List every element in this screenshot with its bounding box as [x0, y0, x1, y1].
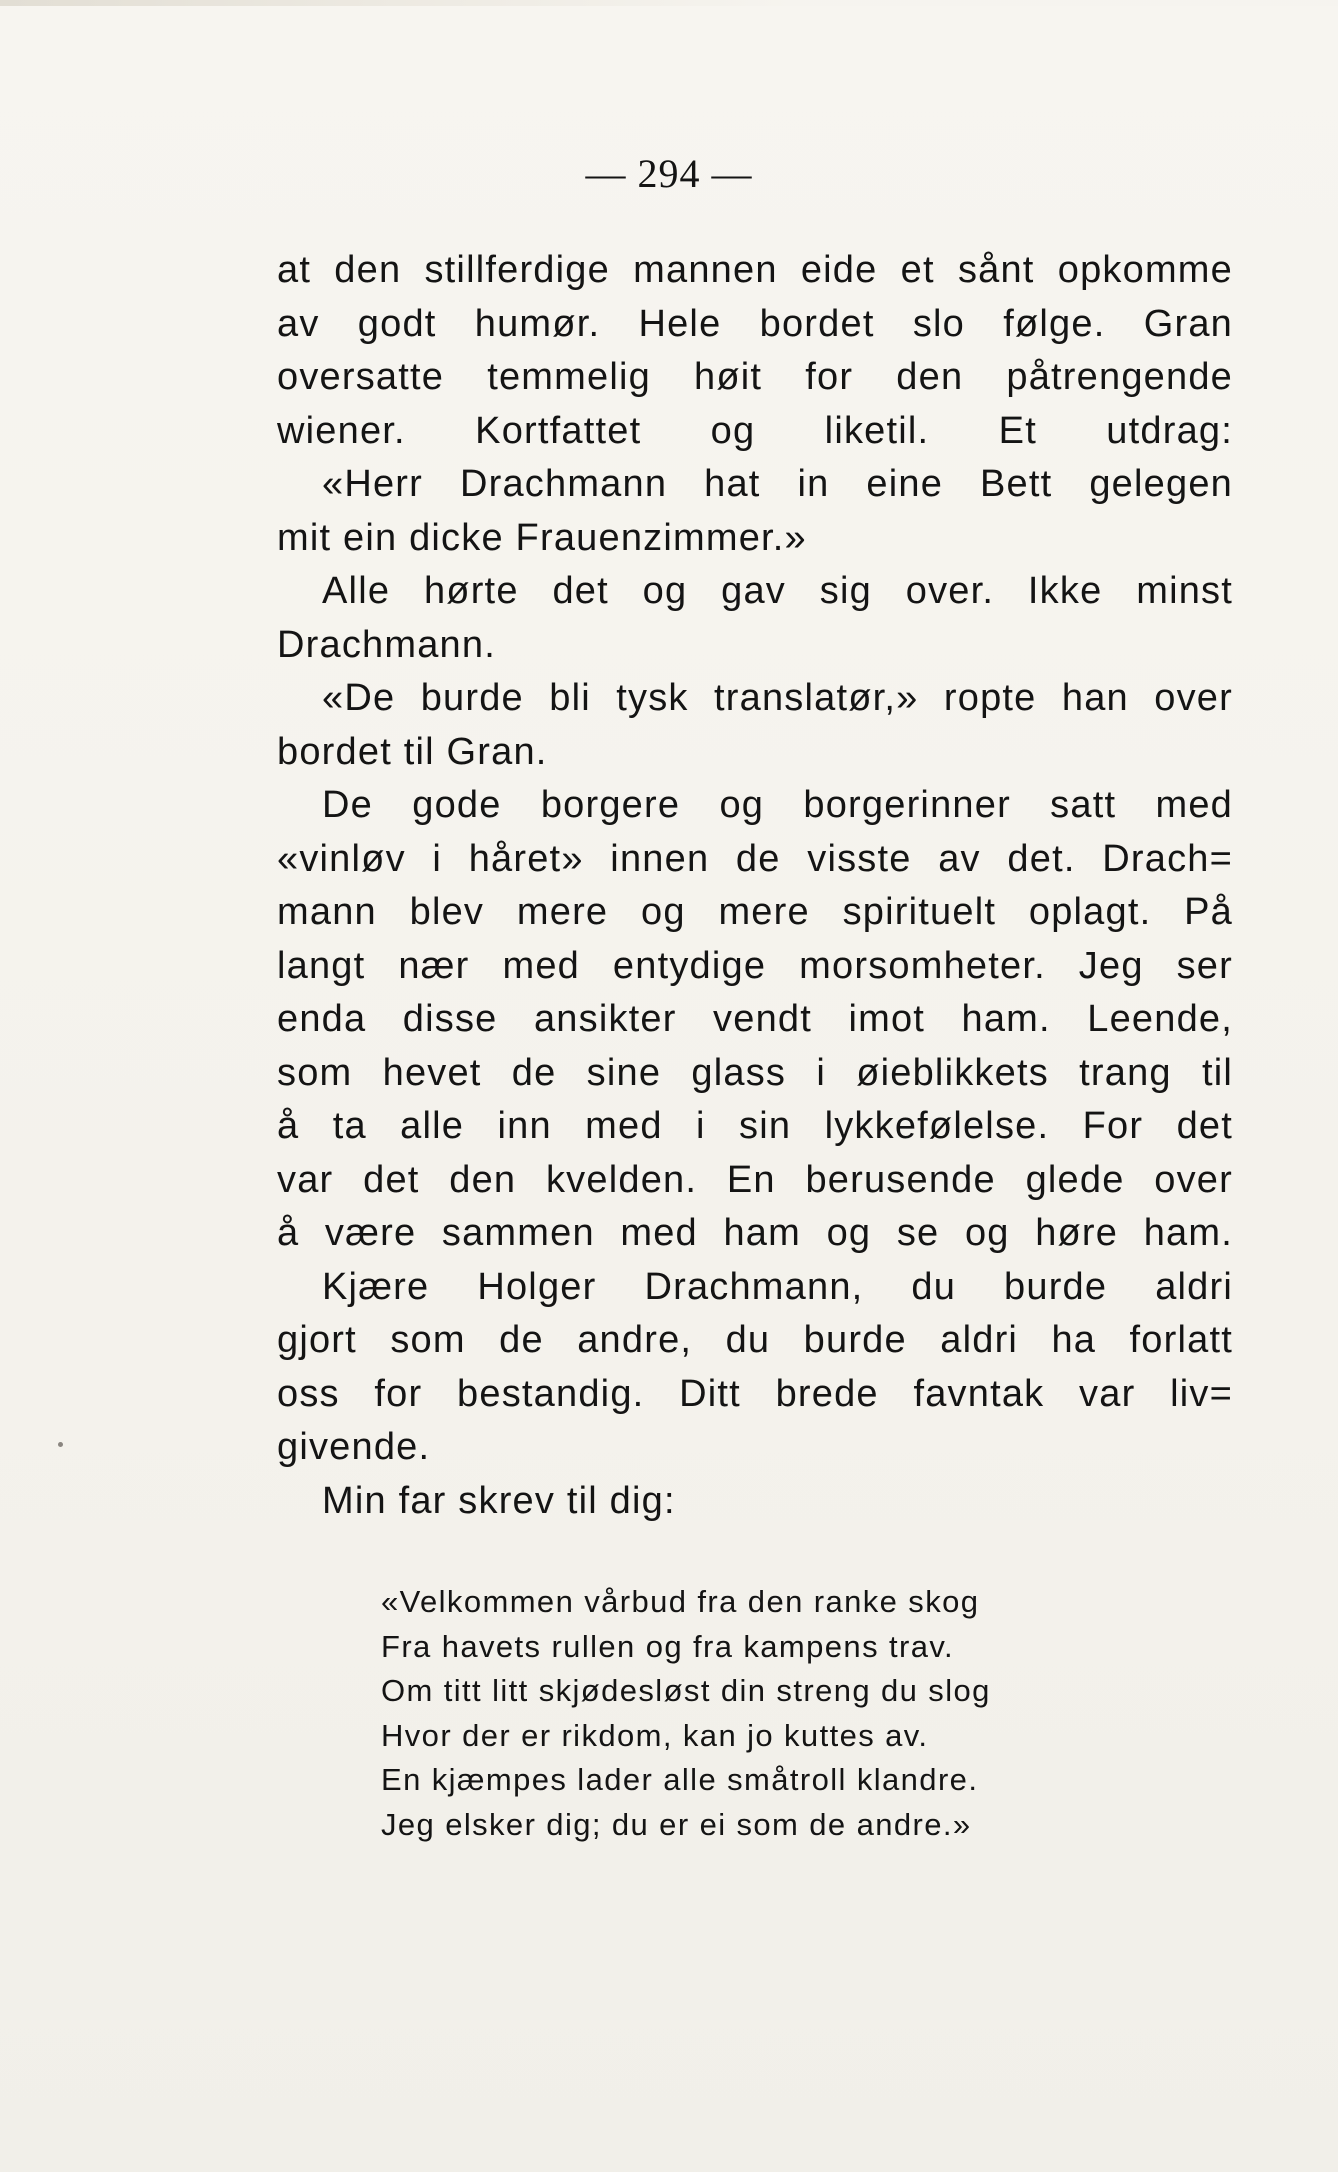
body-text: [277, 244, 1233, 1528]
text-line: oversatte temmelig høit for den påtrengende: [277, 356, 1233, 398]
text-line: var det den kvelden. En berusende glede over: [277, 1158, 1233, 1201]
poem-line: «Velkommen vårbud fra den ranke skog: [381, 1584, 980, 1619]
paper-speck: [58, 1442, 63, 1447]
text-line: at den stillferdige mannen eide et sånt opkomme: [277, 249, 1233, 291]
text-line: givende.: [277, 1426, 431, 1468]
text-line: bordet til Gran.: [277, 730, 548, 773]
text-line: å ta alle inn med i sin lykkefølelse. For det: [277, 1105, 1233, 1147]
poem-block: [381, 1580, 1081, 1847]
poem-line: Hvor der er rikdom, kan jo kuttes av.: [381, 1717, 929, 1753]
text-line: oss for bestandig. Ditt brede favntak var liv=: [277, 1372, 1233, 1415]
text-line: Alle hørte det og gav sig over. Ikke minst: [322, 570, 1233, 612]
text-line: Min far skrev til dig:: [322, 1479, 676, 1522]
text-line: wiener. Kortfattet og liketil. Et utdrag:: [277, 409, 1233, 452]
text-line: Kjære Holger Drachmann, du burde aldri: [322, 1265, 1233, 1308]
text-line: som hevet de sine glass i øieblikkets trang til: [277, 1051, 1233, 1094]
page-number: — 294 —: [585, 151, 753, 196]
text-line: «Herr Drachmann hat in eine Bett gelegen: [322, 463, 1233, 505]
text-line: «vinløv i håret» innen de visste av det. Drach=: [277, 837, 1233, 880]
text-line: av godt humør. Hele bordet slo følge. Gran: [277, 302, 1233, 345]
scan-edge: [0, 0, 1338, 6]
text-line: gjort som de andre, du burde aldri ha forlatt: [277, 1319, 1233, 1361]
text-line: langt nær med entydige morsomheter. Jeg ser: [277, 944, 1233, 987]
text-line: mit ein dicke Frauenzimmer.»: [277, 516, 807, 559]
text-line: mann blev mere og mere spirituelt oplagt. På: [277, 891, 1233, 933]
text-line: «De burde bli tysk translatør,» ropte han over: [322, 677, 1233, 719]
text-line: De gode borgere og borgerinner satt med: [322, 784, 1233, 826]
text-line: enda disse ansikter vendt imot ham. Leende,: [277, 998, 1233, 1040]
text-line: å være sammen med ham og se og høre ham.: [277, 1212, 1233, 1254]
poem-line: Jeg elsker dig; du er ei som de andre.»: [381, 1806, 972, 1842]
poem-line: En kjæmpes lader alle småtroll klandre.: [381, 1762, 979, 1797]
poem-line: Om titt litt skjødesløst din streng du slog: [381, 1673, 991, 1708]
poem-line: Fra havets rullen og fra kampens trav.: [381, 1628, 954, 1664]
text-line: Drachmann.: [277, 623, 496, 666]
